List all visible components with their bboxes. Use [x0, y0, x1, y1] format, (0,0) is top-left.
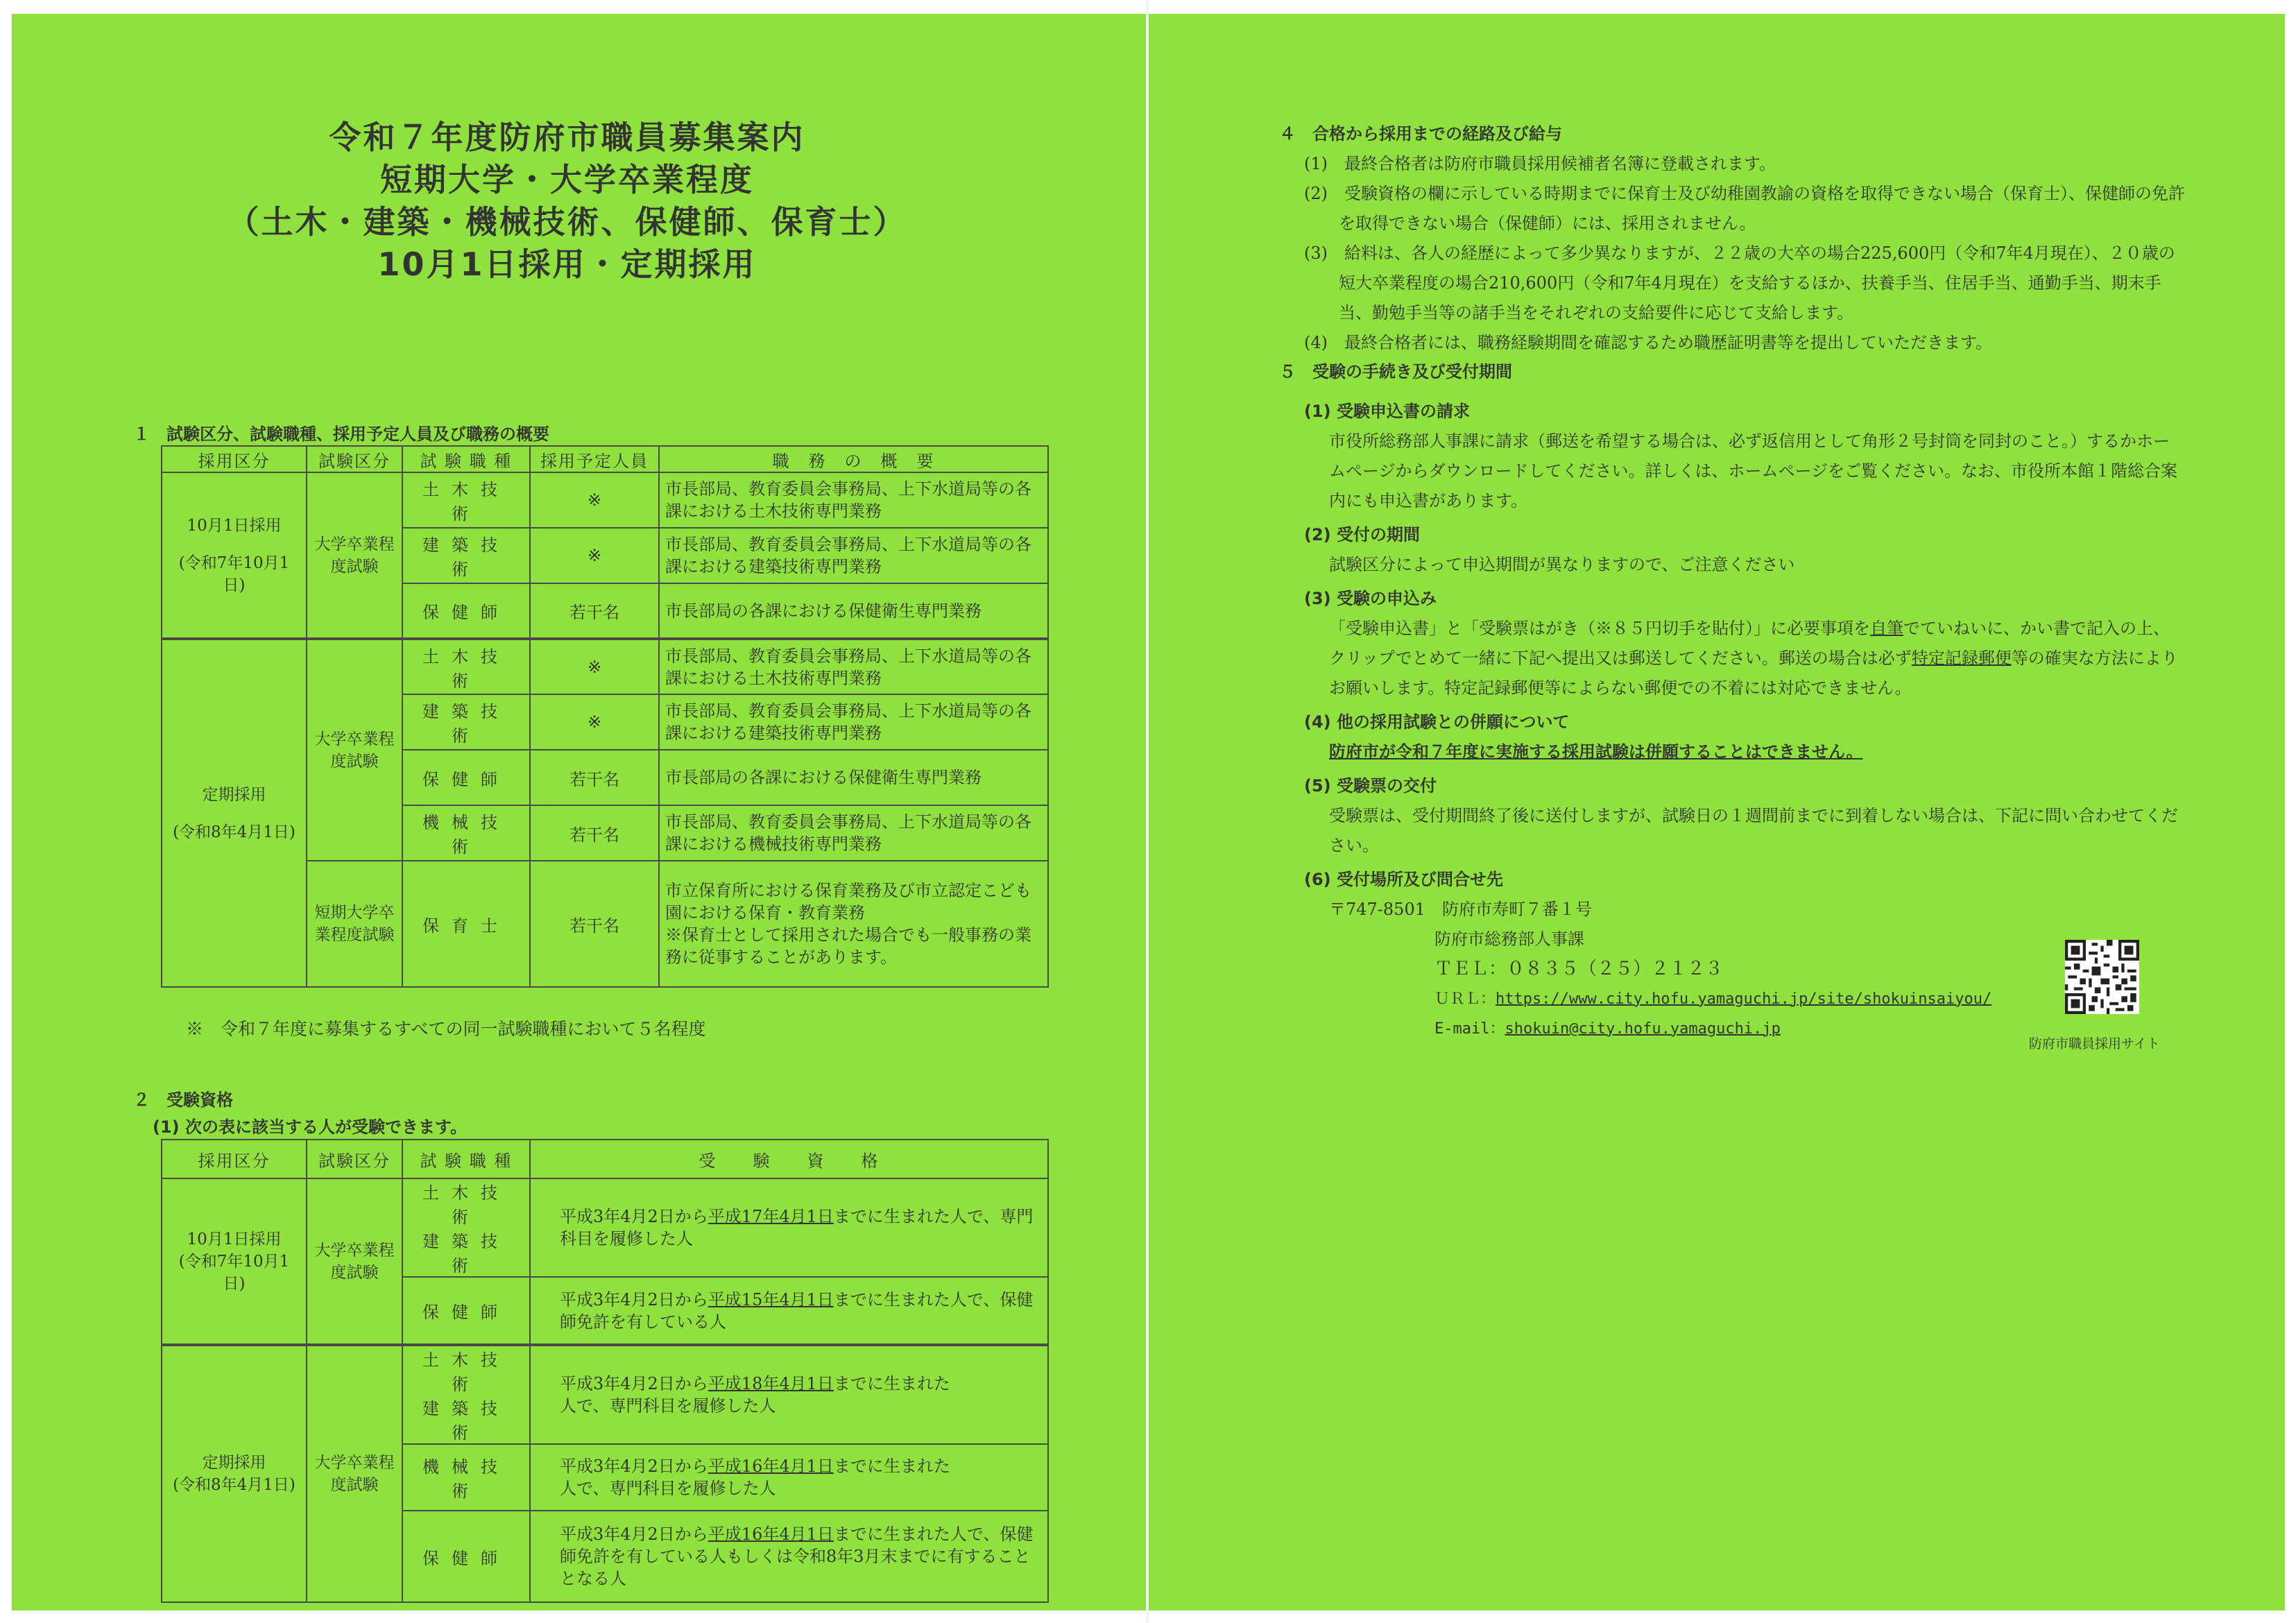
job-cell: 保育士	[402, 861, 530, 987]
category-date: (令和8年4月1日)	[173, 1476, 295, 1494]
eligibility-table	[161, 1139, 1049, 1603]
section4	[1279, 119, 2185, 358]
section5-heading: ５ 受験の手続き及び受付期間	[1279, 362, 1512, 381]
eligibility-cell	[530, 1178, 1048, 1277]
category-label: 10月1日採用	[187, 516, 282, 535]
duty-note: ※保育士として採用された場合でも一般事務の業務に従事することがあります。	[665, 925, 1031, 967]
job-cell: 土木技術	[402, 472, 530, 528]
header-cell: 採用予定人員	[530, 446, 659, 472]
category-cell	[162, 1345, 307, 1602]
eligibility-cell	[530, 1444, 1048, 1511]
job-line: 土木技術	[422, 1183, 510, 1227]
elig-from: 平成3年4月2日から	[560, 1374, 708, 1393]
duty-cell: 市長部局、教育委員会事務局、上下水道局等の各課における土木技術専門業務	[659, 472, 1048, 528]
section4-heading: ４ 合格から採用までの経路及び給与	[1279, 124, 1562, 144]
table-row	[162, 1178, 1048, 1277]
table-header-row	[162, 1140, 1048, 1178]
elig-from: 平成3年4月2日から	[560, 1207, 708, 1226]
job-cell: 機械技術	[402, 1444, 530, 1511]
address: 防府市寿町７番１号	[1442, 900, 1592, 919]
section5	[1279, 357, 2185, 1044]
headcount-cell: 若干名	[530, 750, 659, 805]
qr-code[interactable]	[2065, 940, 2139, 1014]
job-cell: 保健師	[402, 1511, 530, 1602]
category-cell	[162, 472, 307, 639]
duty-text: 市立保育所における保育業務及び市立認定こども園における保育・教育業務	[665, 881, 1031, 922]
category-cell	[162, 1178, 307, 1345]
s5-6-heading: (6) 受付場所及び問合せ先	[1304, 870, 1503, 889]
job-cell: 保健師	[402, 583, 530, 639]
section1-heading: １ 試験区分、試験職種、採用予定人員及び職務の概要	[133, 424, 549, 444]
job-cell: 建築技術	[402, 694, 530, 750]
s5-4-underline: 防府市が令和７年度に実施する採用試験は併願することはできません。	[1329, 742, 1863, 762]
exam-type-cell: 短期大学卒業程度試験	[307, 861, 402, 987]
s5-3-text	[1304, 614, 2185, 703]
duty-cell: 市長部局の各課における保健衛生専門業務	[659, 583, 1048, 639]
url-label: ＵＲＬ：	[1434, 990, 1496, 1008]
email-label: E-mail：	[1434, 1020, 1505, 1038]
s5-3-underline: 特定記録郵便	[1911, 649, 2012, 668]
exam-type-cell: 大学卒業程度試験	[307, 1345, 402, 1602]
job-cell: 建築技術	[402, 528, 530, 583]
job-line: 建築技術	[422, 1232, 510, 1276]
s5-5-heading: (5) 受験票の交付	[1304, 776, 1437, 796]
header-cell: 採用区分	[162, 446, 307, 472]
table-row	[162, 1345, 1048, 1444]
category-date: (令和7年10月1日)	[178, 553, 290, 594]
section4-item: (3) 給料は、各人の経歴によって多少異なりますが、２２歳の大卒の場合225,600円（令和7年4月現在）、２０歳の短大卒業程度の場合210,600円（令和7年4月現在）を支給するほか、扶養手当、住居手当、通勤手当、期末手当、勤勉手当等の諸手当をそれぞれの支給要件に応じて支給します。	[1304, 243, 2175, 323]
department: 防府市総務部人事課	[1434, 929, 1584, 949]
duty-cell: 市長部局、教育委員会事務局、上下水道局等の各課における機械技術専門業務	[659, 805, 1048, 861]
table-row	[162, 472, 1048, 528]
headcount-cell: ※	[530, 694, 659, 750]
s5-5-text: 受験票は、受付期間終了後に送付しますが、試験日の１週間前までに到着しない場合は、下記に問い合わせてください。	[1329, 806, 2178, 855]
job-overview-table	[161, 445, 1049, 988]
postal-code: 〒747-8501	[1329, 900, 1425, 919]
job-cell: 保健師	[402, 750, 530, 805]
duty-cell: 市長部局、教育委員会事務局、上下水道局等の各課における建築技術専門業務	[659, 528, 1048, 583]
job-cell	[402, 1178, 530, 1277]
elig-date: 平成17年4月1日	[708, 1207, 834, 1226]
s5-3-part: 等の確実な方法によりお願いします。特定記録郵便等によらない郵便での不着には対応できません。	[1329, 649, 2178, 698]
title-line-3: （土木・建築・機械技術、保健師、保育士）	[227, 203, 907, 241]
category-cell	[162, 639, 307, 987]
headcount-note: ※ 令和７年度に募集するすべての同一試験職種において５名程度	[186, 1019, 706, 1039]
s5-2-heading: (2) 受付の期間	[1304, 525, 1420, 544]
job-line: 土木技術	[422, 1350, 510, 1394]
elig-rest: までに生まれた人で、保健師免許を有している人	[560, 1289, 1034, 1332]
elig-date: 平成18年4月1日	[708, 1374, 834, 1393]
exam-type-cell: 大学卒業程度試験	[307, 639, 402, 861]
elig-from: 平成3年4月2日から	[560, 1289, 708, 1309]
category-label: 定期採用	[202, 785, 266, 804]
title-block	[0, 117, 1134, 286]
s5-1-heading: (1) 受験申込書の請求	[1304, 402, 1470, 421]
headcount-cell: ※	[530, 472, 659, 528]
header-cell: 試験区分	[307, 1140, 402, 1178]
headcount-cell: 若干名	[530, 861, 659, 987]
duty-cell: 市長部局、教育委員会事務局、上下水道局等の各課における建築技術専門業務	[659, 694, 1048, 750]
job-line: 建築技術	[422, 1399, 510, 1443]
headcount-cell: ※	[530, 639, 659, 694]
url-link[interactable]: https://www.city.hofu.yamaguchi.jp/site/shokuinsaiyou/	[1496, 990, 1992, 1008]
header-cell: 試験区分	[307, 446, 402, 472]
s5-4-text	[1304, 737, 2185, 767]
elig-date: 平成16年4月1日	[708, 1457, 834, 1476]
section2-heading: ２ 受験資格	[133, 1090, 233, 1110]
category-label: 定期採用	[202, 1454, 266, 1472]
section4-item: (1) 最終合格者は防府市職員採用候補者名簿に登載されます。	[1304, 154, 1776, 173]
headcount-cell: 若干名	[530, 583, 659, 639]
telephone: ＴＥＬ：０８３５（２５）２１２３	[1434, 959, 1724, 979]
s5-3-underline: 自筆	[1870, 619, 1903, 638]
elig-date: 平成15年4月1日	[708, 1289, 834, 1309]
section4-item: (4) 最終合格者には、職務経験期間を確認するため職歴証明書等を提出していただきます。	[1304, 333, 1993, 352]
headcount-cell: ※	[530, 528, 659, 583]
s5-1-text: 市役所総務部人事課に請求（郵送を希望する場合は、必ず返信用として角形２号封筒を同封のこと。）するかホームページからダウンロードしてください。詳しくは、ホームページをご覧ください。なお、市役所本館１階総合案内にも申込書があります。	[1329, 431, 2178, 510]
header-cell: 採用区分	[162, 1140, 307, 1178]
job-cell: 機械技術	[402, 805, 530, 861]
job-cell: 保健師	[402, 1277, 530, 1345]
job-cell: 土木技術	[402, 639, 530, 694]
header-cell: 職 務 の 概 要	[659, 446, 1048, 472]
contact-block	[1304, 895, 2185, 1044]
elig-rest: までに生まれた人で、保健師免許を有している人もしくは令和8年3月末までに有することとなる人	[560, 1525, 1034, 1588]
section4-item: (2) 受験資格の欄に示している時期までに保育士及び幼稚園教諭の資格を取得できない場合（保育士）、保健師の免許を取得できない場合（保健師）には、採用されません。	[1304, 184, 2185, 233]
category-label: 10月1日採用	[187, 1230, 282, 1248]
title-line-1: 令和７年度防府市職員募集案内	[329, 119, 805, 156]
elig-from: 平成3年4月2日から	[560, 1457, 708, 1476]
qr-caption: 防府市職員採用サイト	[2029, 1036, 2160, 1051]
table-header-row	[162, 446, 1048, 472]
elig-rest: までに生まれた人で、専門科目を履修した人	[560, 1457, 950, 1498]
exam-type-cell: 大学卒業程度試験	[307, 1178, 402, 1345]
category-date: (令和8年4月1日)	[173, 823, 295, 841]
headcount-cell: 若干名	[530, 805, 659, 861]
title-line-2: 短期大学・大学卒業程度	[380, 161, 754, 198]
eligibility-cell	[530, 1345, 1048, 1444]
job-cell	[402, 1345, 530, 1444]
duty-cell: 市長部局の各課における保健衛生専門業務	[659, 750, 1048, 805]
eligibility-cell	[530, 1511, 1048, 1602]
header-cell: 試 験 職 種	[402, 446, 530, 472]
page-fold	[1146, 0, 1149, 1623]
elig-rest: までに生まれた人で、専門科目を履修した人	[560, 1207, 1034, 1248]
elig-from: 平成3年4月2日から	[560, 1525, 708, 1544]
exam-type-cell: 大学卒業程度試験	[307, 472, 402, 639]
s5-3-part: でていねいに、かい書で記入の上、クリップでとめて一緒に下記へ提出又は郵送してください。郵送の場合は必ず	[1329, 619, 2170, 668]
s5-3-heading: (3) 受験の申込み	[1304, 589, 1437, 608]
duty-cell	[659, 861, 1048, 987]
duty-cell: 市長部局、教育委員会事務局、上下水道局等の各課における土木技術専門業務	[659, 639, 1048, 694]
s5-2-text: 試験区分によって申込期間が異なりますので、ご注意ください	[1329, 555, 1795, 574]
eligibility-cell	[530, 1277, 1048, 1345]
elig-rest: までに生まれた人で、専門科目を履修した人	[560, 1374, 950, 1416]
header-cell: 受 験 資 格	[530, 1140, 1048, 1178]
email-link[interactable]: shokuin@city.hofu.yamaguchi.jp	[1505, 1020, 1781, 1038]
s5-4-heading: (4) 他の採用試験との併願について	[1304, 712, 1570, 732]
s5-3-part: 「受験申込書」と「受験票はがき（※８５円切手を貼付）」に必要事項を	[1329, 619, 1870, 638]
table-row	[162, 639, 1048, 694]
category-date: (令和7年10月1日)	[178, 1252, 290, 1293]
header-cell: 試 験 職 種	[402, 1140, 530, 1178]
title-line-4: 10月1日採用・定期採用	[377, 246, 757, 283]
elig-date: 平成16年4月1日	[708, 1525, 834, 1544]
section2-subheading: (1) 次の表に該当する人が受験できます。	[153, 1117, 468, 1137]
